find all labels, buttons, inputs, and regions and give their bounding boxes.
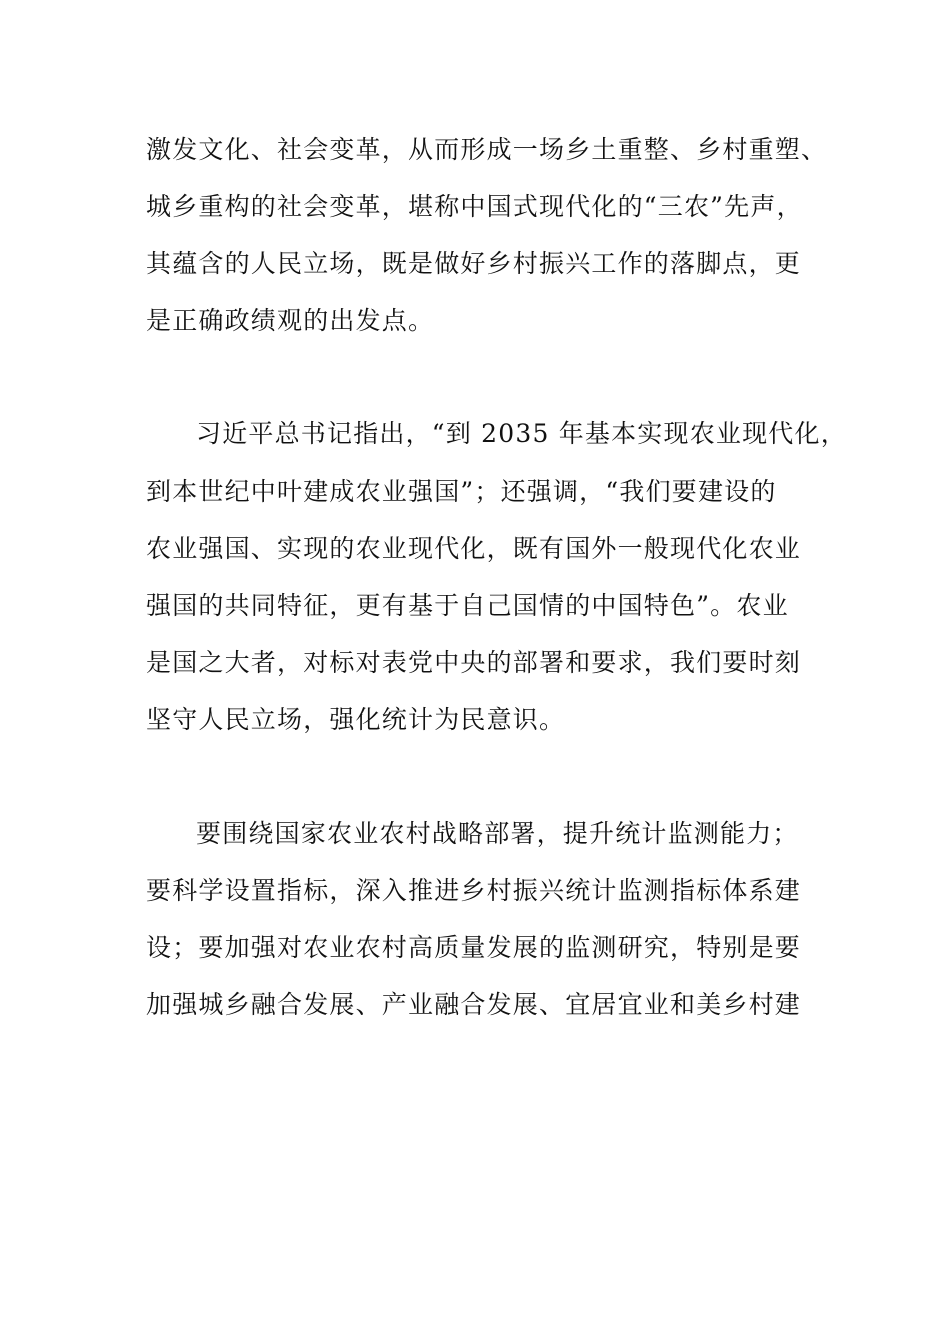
text-line: 农业强国、实现的农业现代化，既有国外一般现代化农业 [146,534,802,563]
paragraph-first-line: 习近平总书记指出，“到 2035 年基本实现农业现代化， [196,419,847,448]
text-line: 城乡重构的社会变革，堪称中国式现代化的“三农”先声， [146,192,803,221]
text-line: 加强城乡融合发展、产业融合发展、宜居宜业和美乡村建 [146,990,802,1019]
text-line: 是正确政绩观的出发点。 [146,306,435,335]
text-line: 坚守人民立场，强化统计为民意识。 [146,705,566,734]
text-line: 是国之大者，对标对表党中央的部署和要求，我们要时刻 [146,648,802,677]
text-line: 强国的共同特征，更有基于自己国情的中国特色”。农业 [146,591,789,620]
text-line: 到本世纪中叶建成农业强国”；还强调，“我们要建设的 [146,477,777,506]
text-line: 设；要加强对农业农村高质量发展的监测研究，特别是要 [146,933,802,962]
text-line: 要科学设置指标，深入推进乡村振兴统计监测指标体系建 [146,876,802,905]
text-line: 其蕴含的人民立场，既是做好乡村振兴工作的落脚点，更 [146,249,802,278]
text-line: 激发文化、社会变革，从而形成一场乡土重整、乡村重塑、 [146,135,828,164]
paragraph-first-line: 要围绕国家农业农村战略部署，提升统计监测能力； [196,819,799,848]
